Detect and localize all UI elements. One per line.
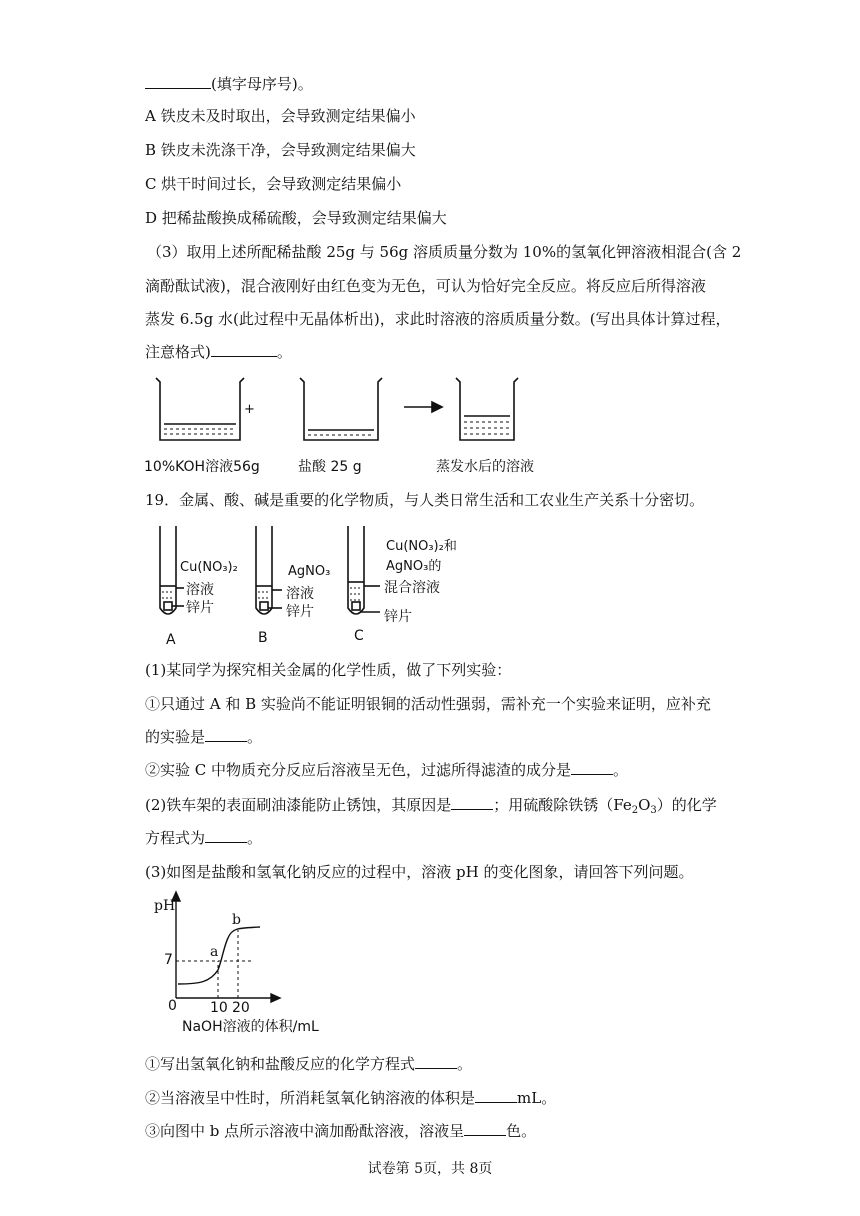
q19-part2-line1: (2)铁车架的表面刷油漆能防止锈蚀，其原因是 ；用硫酸除铁锈$(Fe_2O_3)$的化学 — [145, 796, 717, 816]
tube-b-letter: B — [258, 630, 268, 646]
q19-sub1: ①写出氢氧化钠和盐酸反应的化学方程式 。 — [145, 1055, 473, 1073]
q19-part2-line2: 方程式为 。 — [145, 829, 263, 847]
test-tube-c — [348, 526, 380, 614]
answer-blank — [211, 342, 277, 357]
graph-x20: 20 — [232, 1000, 250, 1016]
plus-sign: + — [244, 402, 255, 417]
beaker-koh-label: 10%KOH溶液56g — [144, 459, 260, 475]
q18-answer-line: (填字母序号)。 — [145, 74, 313, 94]
tube-a-solution-label2: 溶液 — [186, 582, 214, 598]
q19-part1-item1b: 的实验是 。 — [145, 728, 263, 746]
ph-curve-graph — [160, 890, 290, 1010]
q18-part3-line4: 注意格式) 。 — [145, 343, 292, 361]
tube-b-solution-label2: 溶液 — [286, 586, 314, 602]
ph-curve — [178, 927, 260, 984]
graph-point-b: b — [232, 912, 241, 928]
q18-part3-line3: 蒸发 6.5g 水(此过程中无晶体析出)，求此时溶液的溶质质量分数。(写出具体计算过程， — [145, 310, 731, 328]
answer-blank — [571, 760, 613, 775]
beaker-hcl — [300, 378, 382, 440]
tube-b-solution-label: AgNO₃ — [288, 564, 331, 579]
beaker-evaporated-label: 蒸发水后的溶液 — [436, 459, 534, 475]
answer-blank — [451, 795, 493, 810]
tube-c-solution-label3: 混合溶液 — [384, 580, 440, 596]
q19-stem: 19．金属、酸、碱是重要的化学物质，与人类日常生活和工农业生产关系十分密切。 — [145, 491, 705, 509]
tube-c-solution-label1: Cu(NO₃)₂和 — [386, 539, 457, 554]
option-c: C 烘干时间过长，会导致测定结果偏小 — [145, 175, 402, 193]
tube-a-letter: A — [166, 632, 176, 648]
tube-c-letter: C — [354, 628, 364, 644]
beaker-koh — [156, 378, 244, 440]
beaker-figure — [140, 374, 570, 446]
q19-part3: (3)如图是盐酸和氢氧化钠反应的过程中，溶液 pH 的变化图象，请回答下列问题。 — [145, 863, 694, 881]
q19-part1-item2: ②实验 C 中物质充分反应后溶液呈无色，过滤所得滤渣的成分是 。 — [145, 761, 629, 779]
beaker-evaporated — [456, 378, 518, 440]
q19-part1: (1)某同学为探究相关金属的化学性质，做了下列实验： — [145, 661, 512, 679]
tube-c-solution-label2: AgNO₃的 — [386, 559, 442, 574]
answer-blank — [464, 1121, 506, 1136]
graph-ylabel: pH — [154, 898, 176, 914]
tube-a-solution-label: Cu(NO₃)₂ — [180, 560, 238, 575]
answer-blank — [205, 828, 247, 843]
q18-part3-line1: （3）取用上述所配稀盐酸 25g 与 56g 溶质质量分数为 10%的氢氧化钾溶液相混合(含 2 — [147, 243, 742, 261]
graph-point-a: a — [210, 944, 219, 960]
beaker-hcl-label: 盐酸 25 g — [298, 459, 362, 475]
q19-sub3: ③向图中 b 点所示溶液中滴加酚酞溶液，溶液呈 色。 — [145, 1122, 537, 1140]
graph-xlabel: NaOH溶液的体积/mL — [182, 1019, 319, 1035]
test-tube-b — [256, 526, 282, 614]
graph-x10: 10 — [210, 1000, 228, 1016]
answer-blank — [415, 1054, 457, 1069]
option-d: D 把稀盐酸换成稀硫酸，会导致测定结果偏大 — [145, 209, 447, 227]
q18-part3-line2: 滴酚酞试液)，混合液刚好由红色变为无色，可认为恰好完全反应。将反应后所得溶液 — [145, 277, 706, 295]
x-axis-arrow-icon — [271, 994, 280, 1002]
option-b: B 铁皮未洗涤干净，会导致测定结果偏大 — [145, 141, 416, 159]
page-footer: 试卷第 5页，共 8页 — [367, 1161, 493, 1177]
answer-blank — [205, 727, 247, 742]
q19-part1-item1a: ①只通过 A 和 B 实验尚不能证明银铜的活动性强弱，需补充一个实验来证明，应补充 — [145, 695, 711, 713]
graph-y7: 7 — [164, 952, 173, 968]
tube-a-metal-label: 锌片 — [186, 600, 214, 616]
tube-b-metal-label: 锌片 — [286, 604, 314, 620]
graph-origin: 0 — [168, 998, 177, 1014]
q19-sub2: ②当溶液呈中性时，所消耗氢氧化钠溶液的体积是 mL。 — [145, 1089, 557, 1107]
tube-c-metal-label: 锌片 — [384, 609, 412, 625]
option-a: A 铁皮未及时取出，会导致测定结果偏小 — [145, 107, 416, 125]
answer-blank — [145, 74, 211, 89]
answer-blank — [475, 1088, 517, 1103]
arrow-icon — [404, 402, 442, 412]
